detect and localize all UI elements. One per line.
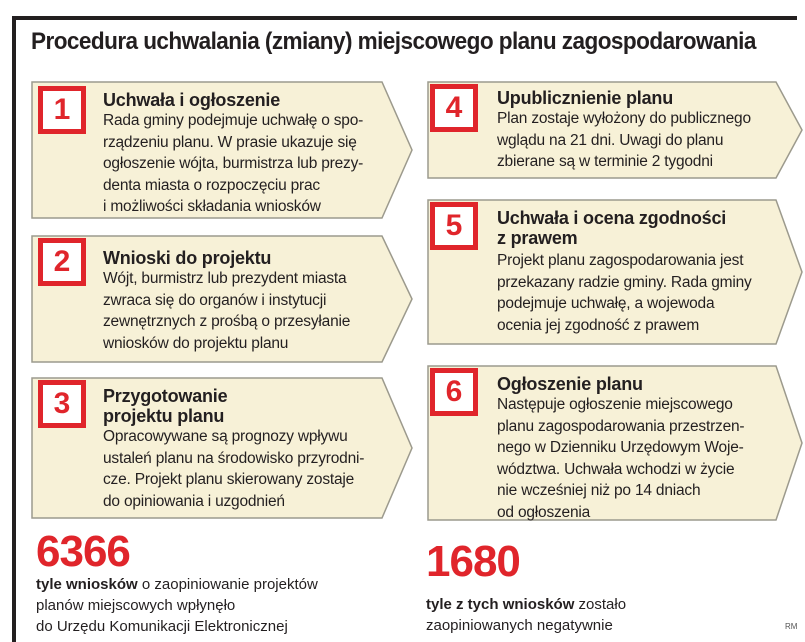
stat-2-bold-lead: tyle z tych wniosków <box>426 596 575 613</box>
frame-top-rule <box>12 16 797 20</box>
step-1-text: Rada gminy podejmuje uchwałę o spo- rządzeniu planu. W prasie ukazuje się ogłoszenie wójta, burmistrza lub prezy- denta miasta o rozpoczęciu prac i możliwości składania wniosków <box>103 112 364 215</box>
stat-2-text <box>426 594 626 636</box>
step-1 <box>30 80 414 220</box>
step-5-text: Projekt planu zagospodarowania jest przekazany radzie gminy. Rada gminy podejmuje uchwałę, a wojewoda ocenia jej zgodność z prawem <box>497 252 752 334</box>
step-5 <box>426 198 805 346</box>
credit: RM <box>785 622 798 631</box>
step-1-number-badge: 1 <box>38 86 86 134</box>
step-2 <box>30 234 414 364</box>
step-6-number-badge: 6 <box>430 368 478 416</box>
step-6-title: Ogłoszenie planu <box>497 374 643 394</box>
step-4-number-badge: 4 <box>430 84 478 132</box>
stat-2-number: 1680 <box>426 537 520 586</box>
stat-1-rest: o zaopiniowanie projektów planów miejscowych wpłynęło do Urzędu Komunikacji Elektronicznej <box>36 576 318 635</box>
step-2-title: Wnioski do projektu <box>103 248 272 268</box>
page-title: Procedura uchwalania (zmiany) miejscowego planu zagospodarowania <box>31 28 756 55</box>
step-2-number-badge: 2 <box>38 238 86 286</box>
step-4-title: Upublicznienie planu <box>497 88 674 108</box>
stat-1-number: 6366 <box>36 527 130 576</box>
step-3-number-badge: 3 <box>38 380 86 428</box>
stat-2-rest: zostało zaopiniowanych negatywnie <box>426 596 627 634</box>
step-6-text: Następuje ogłoszenie miejscowego planu zagospodarowania przestrzen- nego w Dzienniku Urzędowym Woje- wództwa. Uchwała wchodzi w życie nie wcześniej niż po 14 dniach od ogłoszenia <box>497 396 745 521</box>
step-3-text: Opracowywane są prognozy wpływu ustaleń planu na środowisko przyrodni- cze. Projekt planu skierowany zostaje do opiniowania i uzgodnień <box>103 428 365 510</box>
frame-left-rule <box>12 16 16 642</box>
step-5-title: Uchwała i ocena zgodności z prawem <box>497 208 727 248</box>
step-4-text: Plan zostaje wyłożony do publicznego wglądu na 21 dni. Uwagi do planu zbierane są w terminie 2 tygodni <box>497 110 751 170</box>
step-3 <box>30 376 414 520</box>
stat-1-bold-lead: tyle wniosków <box>36 576 138 593</box>
step-3-title: Przygotowanie projektu planu <box>103 386 228 426</box>
step-4 <box>426 80 805 180</box>
step-1-title: Uchwała i ogłoszenie <box>103 90 281 110</box>
step-2-text: Wójt, burmistrz lub prezydent miasta zwraca się do organów i instytucji zewnętrznych z prośbą o przesyłanie wniosków do projektu planu <box>103 270 351 352</box>
stat-1-text <box>36 574 318 637</box>
step-6 <box>426 364 805 522</box>
step-5-number-badge: 5 <box>430 202 478 250</box>
